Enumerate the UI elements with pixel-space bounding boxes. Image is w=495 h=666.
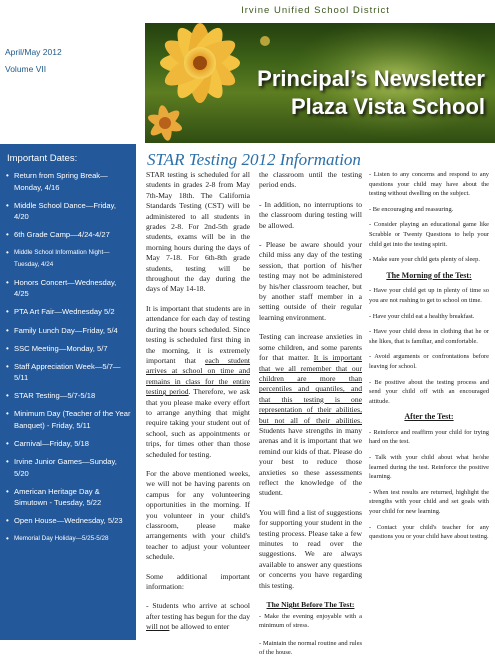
date-item: • American Heritage Day & Simutown - Tuesday, 5/22: [14, 486, 132, 509]
tip-item: - Consider playing an educational game like Scrabble or Twenty Questions to help your child get into the testing spirit.: [369, 221, 489, 248]
tip-item: - Make sure your child gets plenty of sleep.: [369, 256, 480, 264]
important-dates-list: [0, 170, 136, 545]
article-paragraph: For the above mentioned weeks, we will not be having parents on campus for any volunteering opportunities in the morning. If you volunteer in your child's classroom, please make arrangements with your child's teacher to adjust your volunteer schedule.: [146, 468, 250, 562]
article-paragraph: - In addition, no interruptions to the classroom during testing will be allowed.: [259, 199, 362, 230]
date-item: • Family Lunch Day—Friday, 5/4: [14, 325, 132, 337]
date-item: • Open House—Wednesday, 5/23: [14, 515, 132, 527]
date-item: • Middle School Information Night—Tuesday, 4/24: [14, 247, 132, 270]
article-column-3: [369, 170, 489, 548]
district-name: Irvine Unified School District: [241, 5, 390, 16]
issue-date: April/May 2012: [5, 47, 62, 57]
important-dates-panel: [0, 144, 136, 640]
article-column-1: [146, 170, 250, 642]
emphasis-text: It is important that we all remember that our children are more than percentiles and quantiles, and that this testing is one representation of their abilities, but not all of their abilities.: [259, 353, 363, 425]
tip-item: - When test results are returned, highlight the strengths with your child and set goals with your child for new learning.: [369, 488, 489, 516]
emphasis-text: each student arrives at school on time and remains in class for the entire testing period: [146, 355, 250, 397]
date-item: • 6th Grade Camp—4/24-4/27: [14, 229, 132, 241]
date-item: • PTA Art Fair—Wednesday 5/2: [14, 306, 132, 318]
date-item: • STAR Testing—5/7-5/18: [14, 390, 132, 402]
tip-item: - Have your child eat a healthy breakfast.: [369, 312, 475, 320]
after-test-heading: After the Test:: [404, 412, 454, 422]
tip-item: - Make the evening enjoyable with a minimum of stress.: [259, 613, 362, 630]
morning-heading: The Morning of the Test:: [386, 270, 472, 280]
tip-item: - Contact your child's teacher for any questions you or your child have about testing.: [369, 523, 489, 541]
article-paragraph: - Students who arrive at school after testing has begun for the day will not be allowed to enter: [146, 601, 250, 632]
date-item: • Memorial Day Holiday—5/25-5/28: [14, 533, 132, 545]
tip-item: - Be positive about the testing process and send your child off with an encouraged attitude.: [369, 378, 489, 405]
tip-item: - Reinforce and reaffirm your child for trying hard on the test.: [369, 428, 489, 446]
night-before-heading: The Night Before The Test:: [266, 600, 355, 610]
tip-item: - Listen to any concerns and respond to any questions your child may have about the testing without dwelling on the subject.: [369, 171, 489, 198]
article-paragraph: Some additional important information:: [146, 571, 250, 592]
important-dates-heading: Important Dates:: [7, 153, 78, 164]
issue-volume: Volume VII: [5, 64, 47, 74]
tip-item: - Be encouraging and reassuring.: [369, 205, 454, 213]
date-item: • Middle School Dance—Friday, 4/20: [14, 200, 132, 223]
date-item: • Return from Spring Break—Monday, 4/16: [14, 170, 132, 193]
emphasis-text: will not: [146, 622, 170, 632]
date-item: • Honors Concert—Wednesday, 4/25: [14, 277, 132, 300]
article-column-2: [259, 170, 362, 666]
article-paragraph: It is important that students are in attendance for each day of testing during the hours scheduled. Since testing is scheduled first thing in the morning, it is extremely important that each student arrives at school on time and remains in class for the entire testing period. Therefore, we ask that you please make every effort to arrange anything that might require taking your student out of school, such as appointments or trips, for times other than those scheduled for testing.: [146, 303, 250, 459]
tip-item: - Talk with your child about what he/she learned during the test. Reinforce the positive learning.: [369, 454, 489, 481]
article-paragraph: You will find a list of suggestions for supporting your student in the testing process. Please take a few minutes to read over the suggestions. We are always available to answer any questions or concerns you have regarding this testing.: [259, 507, 362, 590]
date-item: • Carnival—Friday, 5/18: [14, 438, 132, 450]
tip-item: - Maintain the normal routine and rules of the house.: [259, 640, 362, 657]
tip-item: - Avoid arguments or confrontations before leaving for school.: [369, 353, 489, 370]
date-item: • Minimum Day (Teacher of the Year Banquet) - Friday, 5/11: [14, 408, 132, 431]
article-title: STAR Testing 2012 Information: [147, 150, 361, 169]
tip-item: - Have your child dress in clothing that he or she likes, that is familiar, and comfortable.: [369, 328, 489, 345]
article-paragraph: STAR testing is scheduled for all students in grades 2-8 from May 7th-May 18th. The California Standards Testing (CST) will be administered to all students in grades 2-8. For 2nd-5th grade students, exams will be in the morning hours during the days of May 7-18. For 6th-8th grade students, testing will be throughout the day during the days of May 14-18.: [146, 170, 250, 294]
article-paragraph: the classroom until the testing period ends.: [259, 170, 362, 190]
issue-info: [5, 44, 62, 78]
newsletter-title: Principal’s Newsletter: [257, 66, 485, 91]
tip-item: - Have your child get up in plenty of time so you are not rushing to get to school on time.: [369, 287, 489, 304]
date-item: • Irvine Junior Games—Sunday, 5/20: [14, 456, 132, 479]
sidebar: [0, 0, 136, 640]
article-paragraph: - Please be aware should your child miss any day of the testing session, that portion of his/her testing may not be administered by his/her classroom teacher, but by another staff member in a setting outside of their regular learning environment.: [259, 240, 362, 322]
school-name: Plaza Vista School: [290, 94, 485, 119]
newsletter-banner: [145, 23, 495, 143]
article-paragraph: Testing can increase anxieties in some children, and some parents for that matter. It is important that we all remember that our children are more than percentiles and quantiles, and that this testing is one representation of their abilities, but not all of their abilities. Students have strengths in many arenas and it is important that we remind our kids of that. Please do your best to reduce those anxieties so these assessments reflect the knowledge of the student.: [259, 332, 363, 498]
date-item: • SSC Meeting—Monday, 5/7: [14, 343, 132, 355]
date-item: • Staff Appreciation Week—5/7—5/11: [14, 361, 132, 384]
